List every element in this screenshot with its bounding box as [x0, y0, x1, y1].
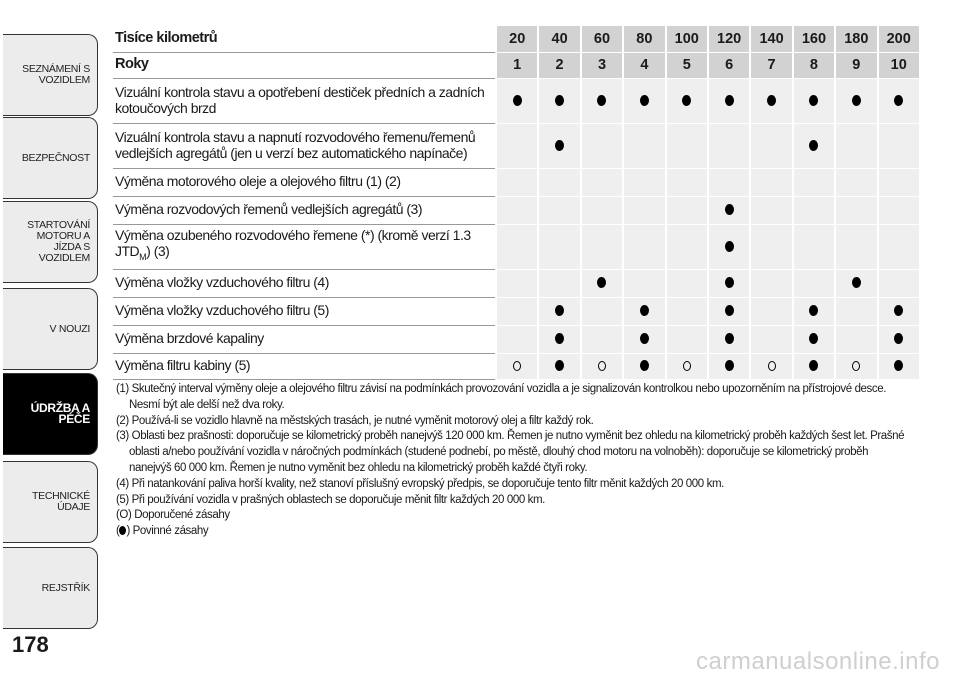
km-header-label: Tisíce kilometrů: [113, 26, 496, 52]
tab-rejstrik[interactable]: REJSTŘÍK: [3, 547, 98, 629]
row-description: Výměna vložky vzduchového filtru (4): [113, 269, 496, 297]
km-cell: 60: [581, 26, 623, 52]
mark-cell: [666, 269, 708, 297]
table-row: [113, 325, 919, 353]
mark-cell: [538, 353, 580, 379]
row-description: Výměna rozvodových řemenů vedlejších agregátů (3): [113, 196, 496, 224]
mark-cell: [835, 297, 877, 325]
year-cell: 5: [666, 52, 708, 78]
km-cell: 80: [623, 26, 665, 52]
year-cell: 2: [538, 52, 580, 78]
mandatory-dot-icon: [640, 95, 649, 106]
mark-cell: [835, 269, 877, 297]
km-cell: 160: [793, 26, 835, 52]
mark-cell: [581, 196, 623, 224]
year-cell: 10: [878, 52, 919, 78]
table-row: [113, 123, 919, 168]
watermark: carmanualsonline.info: [696, 648, 940, 675]
mark-cell: [750, 353, 792, 379]
mandatory-dot-icon: [894, 95, 903, 106]
mark-cell: [793, 168, 835, 196]
km-cell: 200: [878, 26, 919, 52]
row-text-subscript: M: [139, 251, 147, 262]
mark-cell: [496, 168, 538, 196]
mark-cell: [666, 78, 708, 123]
mark-cell: [623, 269, 665, 297]
km-cell: 140: [750, 26, 792, 52]
year-cell: 9: [835, 52, 877, 78]
mark-cell: [623, 78, 665, 123]
mark-cell: [496, 353, 538, 379]
mandatory-dot-icon: [597, 277, 606, 288]
mandatory-dot-icon: [852, 95, 861, 106]
mark-cell: [623, 297, 665, 325]
mark-cell: [496, 196, 538, 224]
mark-cell: [496, 269, 538, 297]
mandatory-dot-icon: [894, 333, 903, 344]
legend-mandatory: [116, 524, 906, 540]
mandatory-dot-icon: [852, 277, 861, 288]
mandatory-dot-icon: [597, 95, 606, 106]
mark-cell: [623, 168, 665, 196]
table-row: [113, 168, 919, 196]
mark-cell: [538, 78, 580, 123]
mark-cell: [708, 168, 750, 196]
recommended-ring-icon: [683, 361, 691, 371]
mark-cell: [538, 269, 580, 297]
mark-cell: [666, 123, 708, 168]
mark-cell: [538, 196, 580, 224]
mandatory-dot-icon: [809, 305, 818, 316]
mark-cell: [666, 196, 708, 224]
km-cell: 100: [666, 26, 708, 52]
mandatory-dot-icon: [725, 95, 734, 106]
mandatory-dot-icon: [640, 360, 649, 371]
mark-cell: [708, 297, 750, 325]
km-cell: 120: [708, 26, 750, 52]
mark-cell: [496, 297, 538, 325]
years-header-label: Roky: [113, 52, 496, 78]
mark-cell: [666, 168, 708, 196]
footnote: (2) Používá-li se vozidlo hlavně na městských trasách, je nutné vyměnit motorový olej a filtr každý rok.: [116, 414, 594, 427]
mandatory-dot-icon: [725, 241, 734, 252]
legend-text: ) Povinné zásahy: [126, 525, 209, 538]
footnote: (5) Při používání vozidla v prašných oblastech se doporučuje měnit filtr každých 20 000 km.: [116, 493, 545, 506]
mandatory-dot-icon: [894, 360, 903, 371]
row-description: Výměna vložky vzduchového filtru (5): [113, 297, 496, 325]
year-cell: 7: [750, 52, 792, 78]
mark-cell: [793, 325, 835, 353]
mark-cell: [581, 325, 623, 353]
mark-cell: [878, 168, 919, 196]
table-row: [113, 353, 919, 379]
row-description: Výměna brzdové kapaliny: [113, 325, 496, 353]
mark-cell: [581, 168, 623, 196]
mark-cell: [878, 78, 919, 123]
mandatory-dot-icon: [809, 140, 818, 151]
footnote: (4) Při natankování paliva horší kvality, než stanoví příslušný evropský předpis, se doporučuje tento filtr měnit každých 20 000 km.: [116, 477, 724, 490]
mandatory-dot-icon: [725, 305, 734, 316]
recommended-ring-icon: [598, 361, 606, 371]
mark-cell: [581, 123, 623, 168]
mark-cell: [750, 224, 792, 269]
tab-startovani[interactable]: STARTOVÁNÍ MOTORU A JÍZDA S VOZIDLEM: [3, 201, 98, 283]
legend-open: (: [116, 525, 120, 538]
mandatory-dot-icon: [809, 360, 818, 371]
year-cell: 4: [623, 52, 665, 78]
mark-cell: [708, 78, 750, 123]
mark-cell: [750, 269, 792, 297]
mandatory-dot-icon: [640, 333, 649, 344]
mandatory-dot-icon: [682, 95, 691, 106]
mark-cell: [538, 123, 580, 168]
mandatory-dot-icon: [555, 305, 564, 316]
mark-cell: [793, 78, 835, 123]
mark-cell: [835, 353, 877, 379]
mark-cell: [878, 297, 919, 325]
mandatory-dot-icon: [725, 277, 734, 288]
mark-cell: [496, 78, 538, 123]
km-header-row: [113, 26, 919, 52]
row-text: Výměna ozubeného rozvodového řemene (*) (kromě verzí 1.3 JTD: [115, 227, 471, 259]
mark-cell: [623, 325, 665, 353]
table-row: [113, 297, 919, 325]
table-row: [113, 196, 919, 224]
year-cell: 1: [496, 52, 538, 78]
years-header-row: [113, 52, 919, 78]
mark-cell: [835, 196, 877, 224]
row-description: Výměna motorového oleje a olejového filtru (1) (2): [113, 168, 496, 196]
mark-cell: [793, 269, 835, 297]
table-row: [113, 224, 919, 269]
mark-cell: [835, 168, 877, 196]
mark-cell: [793, 123, 835, 168]
mark-cell: [750, 325, 792, 353]
footnote: (3) Oblasti bez prašnosti: doporučuje se kilometrický proběh nanejvýš 120 000 km. Řemen je nutno vyměnit bez ohledu na kilometrický proběh každých šest let. Prašné oblasti a/nebo používání vozidla v náročných podmínkách (studené podnebí, po městě, dlouhý chod motoru na volnoběh): doporučuje se kilometrický proběh nanejvýš 60 000 km. Řemen je nutno vyměnit bez ohledu na kilometrický proběh každé čtyři roky.: [116, 430, 905, 474]
mandatory-dot-icon: [725, 204, 734, 215]
mandatory-dot-icon: [809, 95, 818, 106]
mandatory-dot-icon: [555, 333, 564, 344]
mandatory-dot-icon: [725, 333, 734, 344]
recommended-ring-icon: [852, 361, 860, 371]
mark-cell: [793, 224, 835, 269]
footnotes: [116, 382, 906, 540]
mark-cell: [496, 224, 538, 269]
km-cell: 40: [538, 26, 580, 52]
page-number: 178: [12, 632, 49, 657]
mark-cell: [750, 78, 792, 123]
mandatory-dot-icon: [640, 305, 649, 316]
year-cell: 3: [581, 52, 623, 78]
mark-cell: [581, 224, 623, 269]
mark-cell: [708, 325, 750, 353]
mark-cell: [708, 123, 750, 168]
row-description: Výměna filtru kabiny (5): [113, 353, 496, 379]
mark-cell: [835, 123, 877, 168]
tab-v-nouzi[interactable]: V NOUZI: [3, 288, 98, 370]
mark-cell: [538, 297, 580, 325]
mark-cell: [835, 78, 877, 123]
mark-cell: [793, 353, 835, 379]
mandatory-dot-icon: [894, 305, 903, 316]
mandatory-dot-icon: [767, 95, 776, 106]
mark-cell: [708, 224, 750, 269]
mark-cell: [666, 224, 708, 269]
mark-cell: [708, 353, 750, 379]
mark-cell: [708, 269, 750, 297]
mark-cell: [750, 168, 792, 196]
table-row: [113, 269, 919, 297]
tab-technicke-udaje[interactable]: TECHNICKÉ ÚDAJE: [3, 461, 98, 543]
mark-cell: [878, 224, 919, 269]
row-description: [113, 224, 496, 269]
mark-cell: [835, 224, 877, 269]
mark-cell: [623, 224, 665, 269]
maintenance-schedule-table: [113, 26, 919, 380]
year-cell: 6: [708, 52, 750, 78]
km-cell: 20: [496, 26, 538, 52]
mark-cell: [666, 353, 708, 379]
mark-cell: [581, 353, 623, 379]
mark-cell: [793, 297, 835, 325]
mark-cell: [623, 353, 665, 379]
year-cell: 8: [793, 52, 835, 78]
mark-cell: [750, 196, 792, 224]
row-description: Vizuální kontrola stavu a opotřebení destiček předních a zadních kotoučových brzd: [113, 78, 496, 123]
mark-cell: [538, 168, 580, 196]
mandatory-dot-icon: [809, 333, 818, 344]
mark-cell: [835, 325, 877, 353]
mark-cell: [708, 196, 750, 224]
mandatory-dot-icon: [725, 360, 734, 371]
mark-cell: [666, 325, 708, 353]
mark-cell: [538, 224, 580, 269]
tab-udrzba-active[interactable]: ÚDRŽBA A PÉČE: [3, 373, 98, 455]
mark-cell: [581, 297, 623, 325]
mark-cell: [538, 325, 580, 353]
row-text: ) (3): [146, 242, 170, 259]
mark-cell: [581, 269, 623, 297]
mark-cell: [878, 353, 919, 379]
mark-cell: [878, 123, 919, 168]
footnote: (1) Skutečný interval výměny oleje a olejového filtru závisí na podmínkách provozování vozidla a je signalizován kontrolkou nebo upozorněním na přístrojové desce. Nesmí být ale delší než dva roky.: [116, 383, 887, 411]
row-description: Vizuální kontrola stavu a napnutí rozvodového řemenu/řemenů vedlejších agregátů (jen u verzí bez automatického napínače): [113, 123, 496, 168]
km-cell: 180: [835, 26, 877, 52]
mark-cell: [750, 297, 792, 325]
recommended-ring-icon: [513, 361, 521, 371]
mark-cell: [496, 325, 538, 353]
tab-seznameni[interactable]: SEZNÁMENÍ S VOZIDLEM: [3, 34, 98, 116]
mandatory-dot-icon: [555, 140, 564, 151]
mark-cell: [496, 123, 538, 168]
table-row: [113, 78, 919, 123]
mark-cell: [666, 297, 708, 325]
mark-cell: [623, 123, 665, 168]
mark-cell: [878, 196, 919, 224]
tab-bezpecnost[interactable]: BEZPEČNOST: [3, 117, 98, 199]
mark-cell: [623, 196, 665, 224]
mandatory-dot-icon: [513, 95, 522, 106]
mark-cell: [878, 325, 919, 353]
mark-cell: [878, 269, 919, 297]
mark-cell: [793, 196, 835, 224]
mandatory-dot-icon: [555, 95, 564, 106]
mark-cell: [750, 123, 792, 168]
recommended-ring-icon: [768, 361, 776, 371]
mandatory-dot-icon: [555, 360, 564, 371]
chapter-sidebar: [0, 0, 100, 640]
footnote: (O) Doporučené zásahy: [116, 509, 230, 522]
mark-cell: [581, 78, 623, 123]
